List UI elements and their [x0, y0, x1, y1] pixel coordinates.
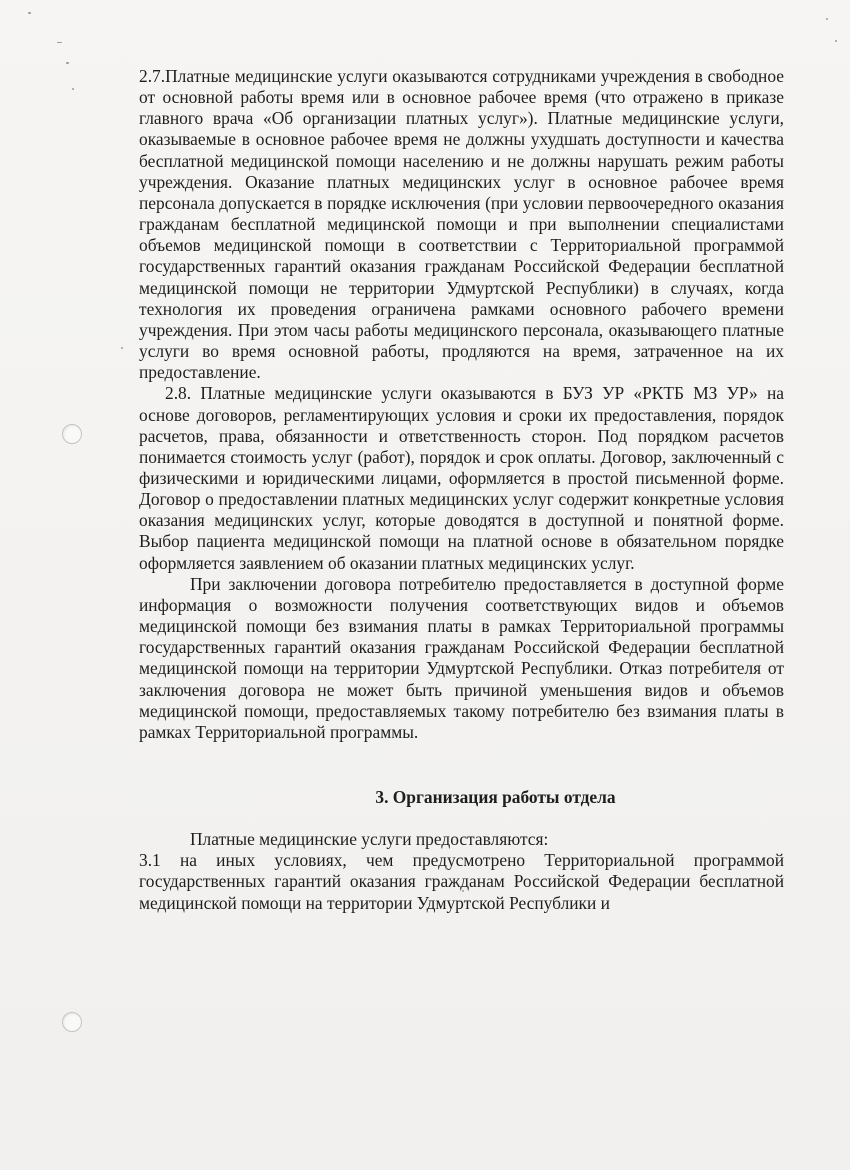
document-body	[139, 66, 784, 914]
scan-speck	[826, 18, 828, 20]
paragraph-contract-info: При заключении договора потребителю предоставляется в доступной форме информация о возможности получения соответствующих видов и объемов медицинской помощи без взимания платы в рамках Территориальной программы государственных гарантий оказания гражданам Российской Федерации бесплатной медицинской помощи на территории Удмуртской Республики. Отказ потребителя от заключения договора не может быть причиной уменьшения видов и объемов медицинской помощи, предоставляемых такому потребителю без взимания платы в рамках Территориальной программы.	[139, 573, 784, 742]
paragraph-2-7: 2.7.Платные медицинские услуги оказываются сотрудниками учреждения в свободное от основной работы время или в основное рабочее время (что отражено в приказе главного врача «Об организации платных услуг»). Платные медицинские услуги, оказываемые в основное рабочее время не должны ухудшать доступности и качества бесплатной медицинской помощи населению и не должны нарушать режим работы учреждения. Оказание платных медицинских услуг в основное рабочее время персонала допускается в порядке исключения (при условии первоочередного оказания гражданам бесплатной медицинской помощи и при выполнении специалистами объемов медицинской помощи в соответствии с Территориальной программой государственных гарантий оказания гражданам Российской Федерации бесплатной медицинской помощи не территории Удмуртской Республики) в случаях, когда технология их проведения ограничена рамками основного рабочего времени учреждения. При этом часы работы медицинского персонала, оказывающего платные услуги во время основной работы, продляются на время, затраченное на их предоставление.	[139, 66, 784, 383]
scan-speck	[835, 40, 837, 42]
punch-hole	[62, 1012, 82, 1032]
paragraph-2-8: 2.8. Платные медицинские услуги оказываются в БУЗ УР «РКТБ МЗ УР» на основе договоров, регламентирующих условия и сроки их предоставления, порядок расчетов, права, обязанности и ответственность сторон. Под порядком расчетов понимается стоимость услуг (работ), порядок и срок оплаты. Договор, заключенный с физическими и юридическими лицами, оформляется в простой письменной форме. Договор о предоставлении платных медицинских услуг содержит конкретные условия оказания медицинских услуг, которые доводятся в доступной и понятной форме. Выбор пациента медицинской помощи на платной основе в обязательном порядке оформляется заявлением об оказании платных медицинских услуг.	[139, 383, 784, 573]
scan-speck	[72, 88, 74, 90]
section-intro: Платные медицинские услуги предоставляются:	[190, 829, 549, 850]
section-heading: 3. Организация работы отдела	[375, 787, 616, 807]
item-3-1: 3.1 на иных условиях, чем предусмотрено Территориальной программой государственных гарантий оказания гражданам Российской Федерации бесплатной медицинской помощи на территории Удмуртской Республики и	[139, 850, 784, 913]
scan-speck	[28, 12, 31, 14]
punch-hole	[62, 424, 82, 444]
scan-speck	[121, 347, 123, 349]
scan-speck	[57, 42, 62, 43]
scan-speck	[66, 62, 69, 64]
